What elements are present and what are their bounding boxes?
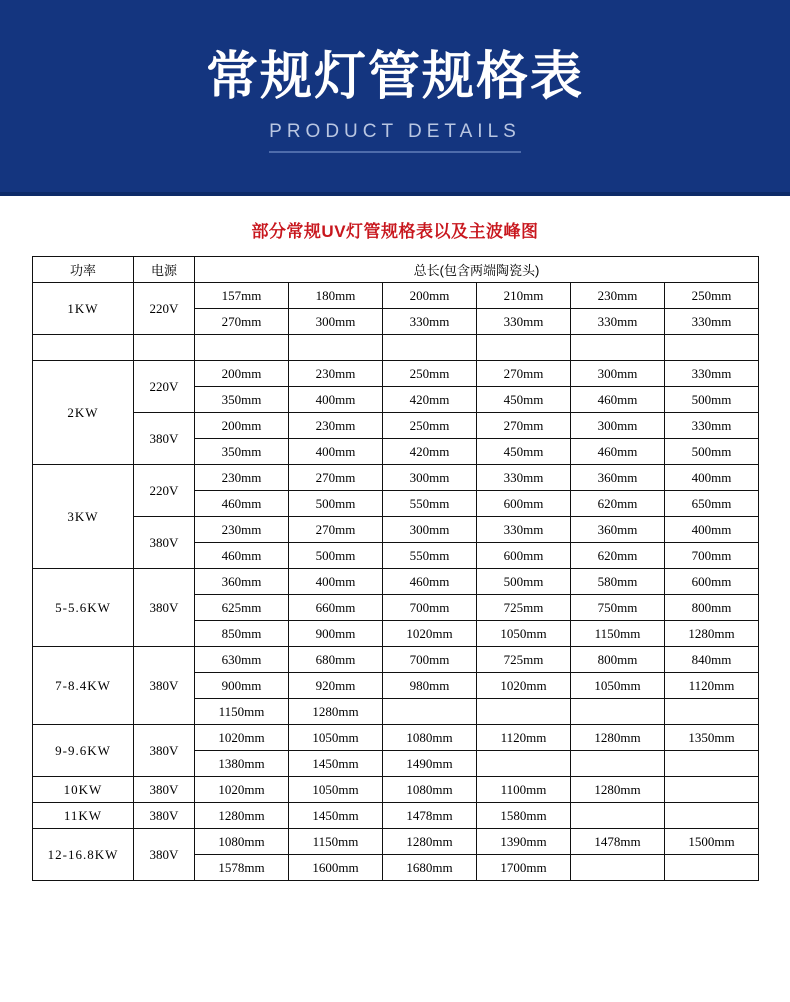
cell-power: 11KW — [33, 803, 134, 829]
cell-length: 1020mm — [195, 777, 289, 803]
table-spacer-row — [33, 335, 759, 361]
cell-length: 1280mm — [571, 777, 665, 803]
cell-length: 360mm — [195, 569, 289, 595]
cell-length — [383, 699, 477, 725]
cell-voltage: 380V — [134, 517, 195, 569]
cell-length: 1020mm — [195, 725, 289, 751]
cell-length: 330mm — [477, 465, 571, 491]
cell-length: 600mm — [477, 543, 571, 569]
cell-length: 1578mm — [195, 855, 289, 881]
cell-length: 625mm — [195, 595, 289, 621]
cell-length — [665, 777, 759, 803]
cell-empty — [33, 335, 134, 361]
cell-length: 200mm — [383, 283, 477, 309]
page-banner — [0, 0, 790, 196]
table-row — [33, 803, 759, 829]
cell-length: 450mm — [477, 439, 571, 465]
cell-length: 200mm — [195, 361, 289, 387]
cell-length: 1390mm — [477, 829, 571, 855]
cell-length: 460mm — [571, 387, 665, 413]
cell-length: 420mm — [383, 439, 477, 465]
cell-length: 650mm — [665, 491, 759, 517]
cell-length: 230mm — [571, 283, 665, 309]
cell-length: 300mm — [571, 413, 665, 439]
cell-length: 850mm — [195, 621, 289, 647]
cell-length: 1490mm — [383, 751, 477, 777]
cell-length: 1280mm — [665, 621, 759, 647]
cell-length: 1600mm — [289, 855, 383, 881]
cell-length: 300mm — [289, 309, 383, 335]
cell-length: 1050mm — [571, 673, 665, 699]
cell-length — [571, 803, 665, 829]
table-row — [33, 829, 759, 855]
spec-table-wrapper — [0, 256, 790, 881]
cell-length: 840mm — [665, 647, 759, 673]
cell-length: 300mm — [383, 465, 477, 491]
cell-voltage: 220V — [134, 465, 195, 517]
cell-length: 230mm — [195, 465, 289, 491]
cell-length: 1280mm — [195, 803, 289, 829]
cell-length: 500mm — [477, 569, 571, 595]
cell-empty — [134, 335, 195, 361]
cell-length: 1280mm — [289, 699, 383, 725]
cell-length: 680mm — [289, 647, 383, 673]
cell-length: 800mm — [665, 595, 759, 621]
cell-length: 1050mm — [289, 777, 383, 803]
section-title: 部分常规UV灯管规格表以及主波峰图 — [251, 222, 539, 241]
cell-length: 700mm — [665, 543, 759, 569]
cell-length: 1450mm — [289, 751, 383, 777]
cell-length: 1700mm — [477, 855, 571, 881]
header-total-length: 总长(包含两端陶瓷头) — [195, 257, 759, 283]
cell-length: 900mm — [195, 673, 289, 699]
cell-length: 230mm — [195, 517, 289, 543]
cell-length: 1478mm — [571, 829, 665, 855]
cell-voltage: 380V — [134, 829, 195, 881]
cell-length: 750mm — [571, 595, 665, 621]
cell-length: 400mm — [289, 569, 383, 595]
cell-length: 200mm — [195, 413, 289, 439]
cell-voltage: 380V — [134, 413, 195, 465]
cell-length: 460mm — [195, 491, 289, 517]
cell-length: 330mm — [477, 517, 571, 543]
cell-voltage: 380V — [134, 725, 195, 777]
cell-power: 3KW — [33, 465, 134, 569]
cell-length — [571, 855, 665, 881]
cell-length: 660mm — [289, 595, 383, 621]
cell-length — [477, 751, 571, 777]
cell-voltage: 380V — [134, 647, 195, 725]
cell-empty — [477, 335, 571, 361]
cell-length: 350mm — [195, 439, 289, 465]
cell-length: 600mm — [665, 569, 759, 595]
cell-length: 420mm — [383, 387, 477, 413]
cell-empty — [571, 335, 665, 361]
cell-power: 10KW — [33, 777, 134, 803]
table-row — [33, 465, 759, 491]
cell-length: 1020mm — [383, 621, 477, 647]
cell-length: 1280mm — [571, 725, 665, 751]
cell-length: 460mm — [571, 439, 665, 465]
cell-length — [665, 751, 759, 777]
cell-length: 900mm — [289, 621, 383, 647]
cell-length: 157mm — [195, 283, 289, 309]
cell-length: 500mm — [289, 543, 383, 569]
cell-length: 250mm — [383, 413, 477, 439]
spec-table — [32, 256, 759, 881]
cell-length: 330mm — [665, 361, 759, 387]
cell-length: 460mm — [383, 569, 477, 595]
cell-length: 1500mm — [665, 829, 759, 855]
cell-power: 5-5.6KW — [33, 569, 134, 647]
cell-power: 7-8.4KW — [33, 647, 134, 725]
cell-length: 400mm — [289, 439, 383, 465]
cell-length: 330mm — [665, 413, 759, 439]
cell-length: 580mm — [571, 569, 665, 595]
cell-length: 350mm — [195, 387, 289, 413]
cell-length — [665, 855, 759, 881]
cell-voltage: 220V — [134, 283, 195, 335]
cell-length: 1050mm — [477, 621, 571, 647]
cell-length — [477, 699, 571, 725]
cell-length: 980mm — [383, 673, 477, 699]
cell-length: 1380mm — [195, 751, 289, 777]
cell-length: 620mm — [571, 543, 665, 569]
cell-voltage: 380V — [134, 803, 195, 829]
cell-empty — [665, 335, 759, 361]
cell-length: 300mm — [571, 361, 665, 387]
cell-length: 1150mm — [289, 829, 383, 855]
cell-length: 500mm — [289, 491, 383, 517]
cell-power: 9-9.6KW — [33, 725, 134, 777]
cell-length: 1020mm — [477, 673, 571, 699]
cell-length: 1478mm — [383, 803, 477, 829]
cell-length — [571, 751, 665, 777]
cell-empty — [289, 335, 383, 361]
cell-voltage: 380V — [134, 569, 195, 647]
cell-length: 630mm — [195, 647, 289, 673]
cell-length: 725mm — [477, 647, 571, 673]
table-row — [33, 283, 759, 309]
cell-power: 2KW — [33, 361, 134, 465]
table-row — [33, 647, 759, 673]
cell-length: 330mm — [571, 309, 665, 335]
cell-length: 230mm — [289, 361, 383, 387]
cell-length: 1050mm — [289, 725, 383, 751]
cell-length: 1120mm — [665, 673, 759, 699]
cell-length: 725mm — [477, 595, 571, 621]
cell-length: 1280mm — [383, 829, 477, 855]
cell-length: 400mm — [665, 517, 759, 543]
cell-length: 360mm — [571, 517, 665, 543]
cell-length: 300mm — [383, 517, 477, 543]
cell-length: 920mm — [289, 673, 383, 699]
cell-length: 1150mm — [571, 621, 665, 647]
table-row — [33, 777, 759, 803]
cell-length: 800mm — [571, 647, 665, 673]
cell-length: 550mm — [383, 491, 477, 517]
cell-length: 500mm — [665, 387, 759, 413]
cell-length: 330mm — [383, 309, 477, 335]
cell-length — [665, 803, 759, 829]
cell-length: 210mm — [477, 283, 571, 309]
cell-length: 460mm — [195, 543, 289, 569]
cell-length: 270mm — [477, 361, 571, 387]
cell-length: 330mm — [665, 309, 759, 335]
cell-length: 600mm — [477, 491, 571, 517]
table-row — [33, 413, 759, 439]
cell-length: 1080mm — [383, 777, 477, 803]
cell-voltage: 220V — [134, 361, 195, 413]
cell-length: 400mm — [665, 465, 759, 491]
cell-length: 230mm — [289, 413, 383, 439]
cell-length: 330mm — [477, 309, 571, 335]
cell-length: 550mm — [383, 543, 477, 569]
cell-length: 270mm — [289, 465, 383, 491]
cell-length: 620mm — [571, 491, 665, 517]
cell-length: 500mm — [665, 439, 759, 465]
table-row — [33, 725, 759, 751]
cell-length: 1080mm — [195, 829, 289, 855]
cell-length: 1120mm — [477, 725, 571, 751]
cell-length: 180mm — [289, 283, 383, 309]
cell-empty — [383, 335, 477, 361]
page-title: 常规灯管规格表 — [205, 48, 584, 107]
table-row — [33, 361, 759, 387]
cell-length: 450mm — [477, 387, 571, 413]
cell-length: 250mm — [383, 361, 477, 387]
cell-length: 1450mm — [289, 803, 383, 829]
cell-power: 12-16.8KW — [33, 829, 134, 881]
cell-length: 1150mm — [195, 699, 289, 725]
cell-voltage: 380V — [134, 777, 195, 803]
cell-length: 1100mm — [477, 777, 571, 803]
page-subtitle: PRODUCT DETAILS — [269, 121, 521, 153]
cell-length: 1580mm — [477, 803, 571, 829]
header-voltage: 电源 — [134, 257, 195, 283]
cell-length: 250mm — [665, 283, 759, 309]
header-power: 功率 — [33, 257, 134, 283]
cell-length: 400mm — [289, 387, 383, 413]
cell-length — [571, 699, 665, 725]
cell-length: 270mm — [289, 517, 383, 543]
table-row — [33, 569, 759, 595]
cell-length: 270mm — [477, 413, 571, 439]
cell-empty — [195, 335, 289, 361]
cell-length: 700mm — [383, 647, 477, 673]
cell-length: 700mm — [383, 595, 477, 621]
cell-length: 1680mm — [383, 855, 477, 881]
cell-length: 360mm — [571, 465, 665, 491]
cell-length: 270mm — [195, 309, 289, 335]
cell-length — [665, 699, 759, 725]
cell-power: 1KW — [33, 283, 134, 335]
cell-length: 1080mm — [383, 725, 477, 751]
table-header-row — [33, 257, 759, 283]
cell-length: 1350mm — [665, 725, 759, 751]
table-row — [33, 517, 759, 543]
